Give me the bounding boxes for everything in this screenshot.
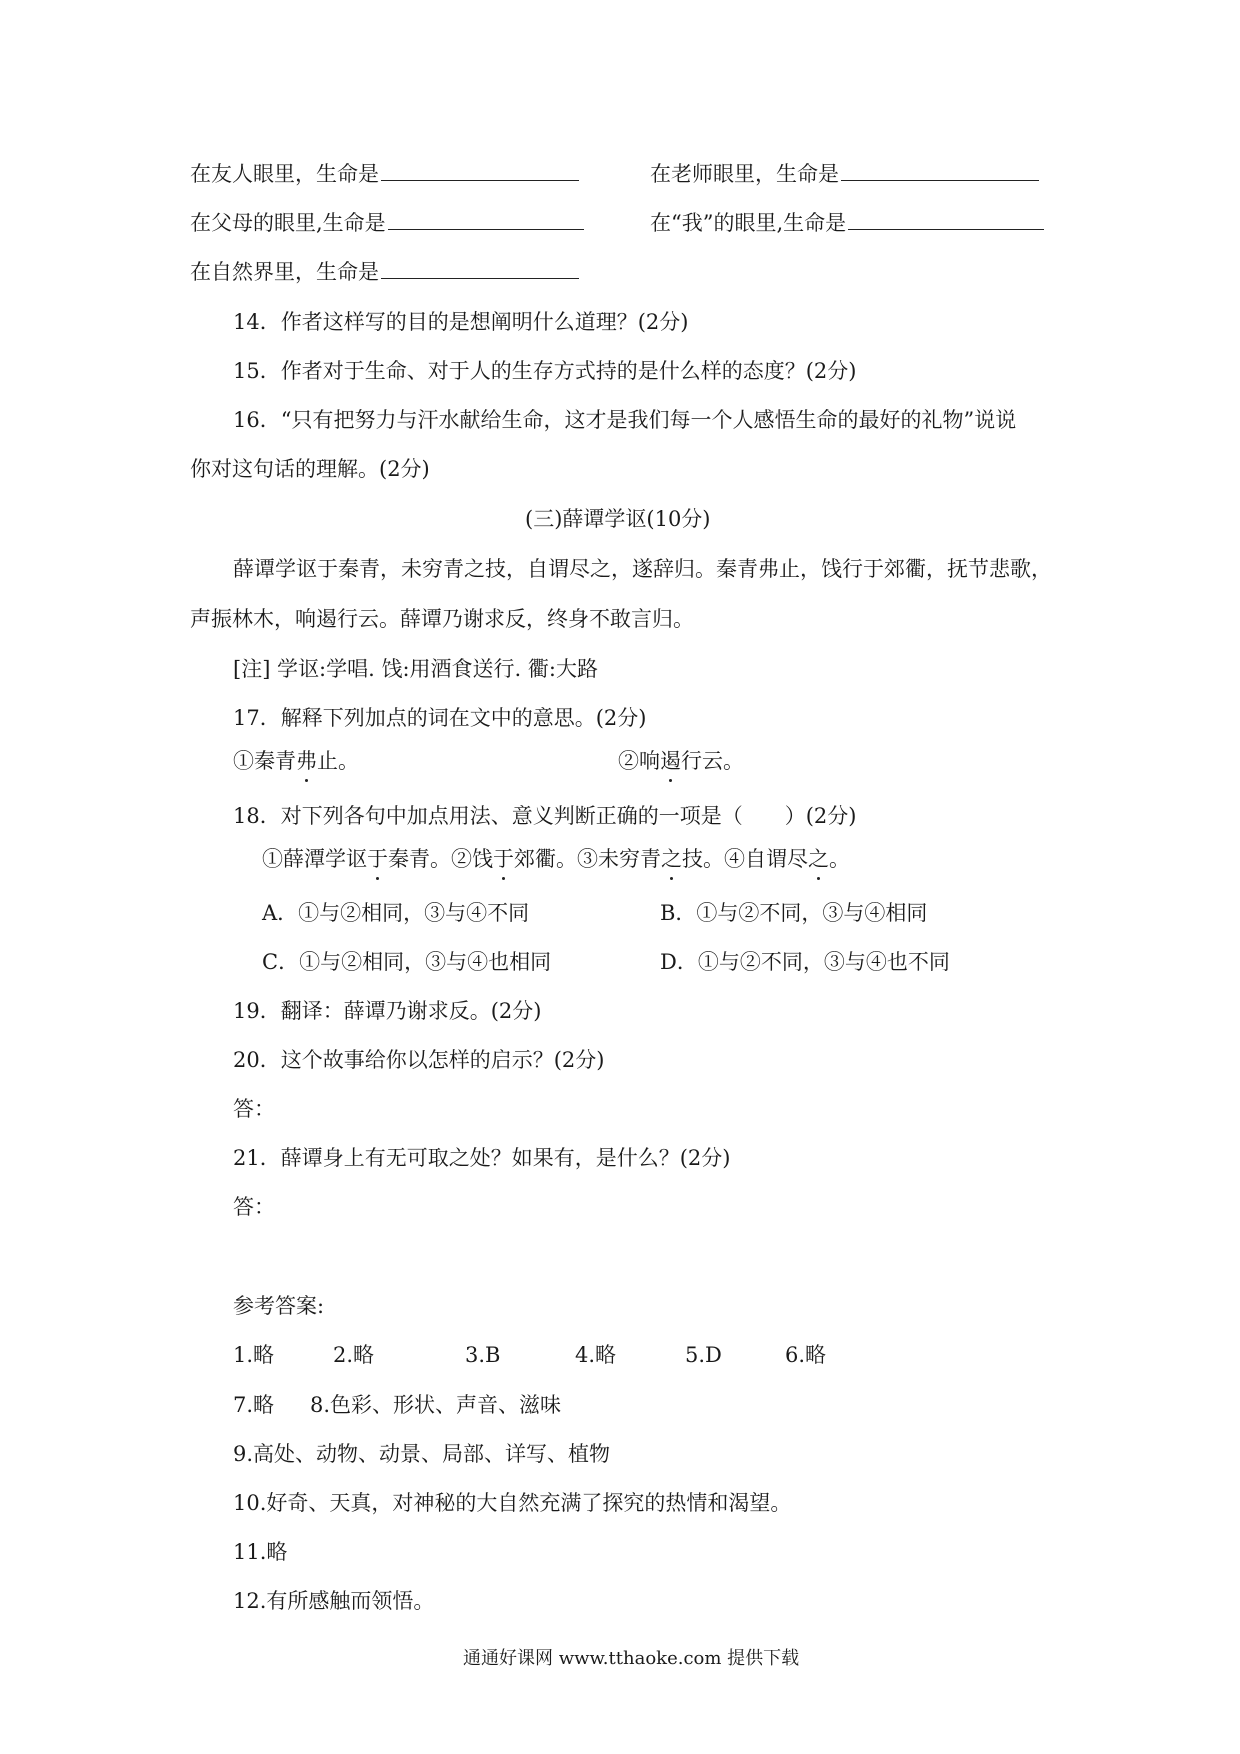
answer-3: 3.B xyxy=(465,1343,501,1367)
question-16: 16．“只有把努力与汗水献给生命，这才是我们每一个人感悟生命的最好的礼物”说说 xyxy=(233,408,1017,432)
answer-11: 11.略 xyxy=(233,1540,288,1564)
fill-in-label: 在“我”的眼里,生命是 xyxy=(650,211,847,235)
question-18: 18．对下列各句中加点用法、意义判断正确的一项是（ ）(2分) xyxy=(233,804,857,828)
fill-in-parents xyxy=(190,209,584,237)
question-20: 20．这个故事给你以怎样的启示？(2分) xyxy=(233,1048,605,1072)
dotted-char: 于 xyxy=(367,847,388,871)
answer-4: 4.略 xyxy=(575,1343,617,1367)
fill-in-label: 在父母的眼里,生命是 xyxy=(190,211,386,235)
option-c[interactable]: C．①与②相同，③与④也相同 xyxy=(262,950,552,974)
footer-credit: 通通好课网 www.tthaoke.com 提供下载 xyxy=(463,1648,800,1669)
fill-in-label: 在老师眼里，生命是 xyxy=(650,162,839,186)
answer-blank[interactable] xyxy=(388,209,584,230)
passage-line: 声振林木，响遏行云。薛谭乃谢求反，终身不敢言归。 xyxy=(190,607,694,631)
dotted-char: 遏 xyxy=(660,749,681,773)
fill-in-label: 在自然界里，生命是 xyxy=(190,260,379,284)
answer-9: 9.高处、动物、动景、局部、详写、植物 xyxy=(233,1442,611,1466)
q21-answer-label: 答： xyxy=(233,1195,275,1219)
fill-in-friend xyxy=(190,160,579,188)
answer-7: 7.略 xyxy=(233,1393,275,1417)
passage-line: 薛谭学讴于秦青，未穷青之技，自谓尽之，遂辞归。秦青弗止，饯行于郊衢，抚节悲歌， xyxy=(233,557,1052,581)
answer-1: 1.略 xyxy=(233,1343,275,1367)
passage-note: [注] 学讴:学唱. 饯:用酒食送行. 衢:大路 xyxy=(233,657,598,681)
answer-10: 10.好奇、天真，对神秘的大自然充满了探究的热情和渴望。 xyxy=(233,1491,792,1515)
option-b[interactable]: B．①与②不同，③与④相同 xyxy=(660,901,928,925)
dotted-char: 之 xyxy=(808,847,829,871)
q20-answer-label: 答： xyxy=(233,1097,275,1121)
dotted-char: 于 xyxy=(493,847,514,871)
question-16-cont: 你对这句话的理解。(2分) xyxy=(190,457,430,481)
question-14: 14．作者这样写的目的是想阐明什么道理？(2分) xyxy=(233,310,689,334)
fill-in-nature xyxy=(190,258,579,286)
fill-in-label: 在友人眼里，生命是 xyxy=(190,162,379,186)
q17-item-1: ①秦青弗止。 xyxy=(233,749,359,773)
question-21: 21．薛谭身上有无可取之处？如果有，是什么？(2分) xyxy=(233,1146,731,1170)
option-d[interactable]: D．①与②不同，③与④也不同 xyxy=(660,950,950,974)
question-19: 19．翻译：薛谭乃谢求反。(2分) xyxy=(233,999,542,1023)
answer-blank[interactable] xyxy=(848,209,1044,230)
section-title: (三)薛谭学讴(10分) xyxy=(525,507,711,531)
fill-in-teacher xyxy=(650,160,1039,188)
answer-blank[interactable] xyxy=(381,160,579,181)
dotted-char: 之 xyxy=(661,847,682,871)
question-17: 17．解释下列加点的词在文中的意思。(2分) xyxy=(233,706,647,730)
answer-blank[interactable] xyxy=(381,258,579,279)
answer-blank[interactable] xyxy=(841,160,1039,181)
dotted-char: 弗 xyxy=(296,749,317,773)
q18-sentences: ①薛潭学讴于秦青。②饯于郊衢。③未穷青之技。④自谓尽之。 xyxy=(262,847,850,871)
answer-12: 12.有所感触而领悟。 xyxy=(233,1589,435,1613)
answer-8: 8.色彩、形状、声音、滋味 xyxy=(310,1393,562,1417)
answer-5: 5.D xyxy=(685,1343,722,1367)
answer-2: 2.略 xyxy=(333,1343,375,1367)
question-15: 15．作者对于生命、对于人的生存方式持的是什么样的态度？(2分) xyxy=(233,359,857,383)
answers-title: 参考答案: xyxy=(233,1294,325,1318)
q17-item-2: ②响遏行云。 xyxy=(618,749,744,773)
option-a[interactable]: A．①与②相同，③与④不同 xyxy=(262,901,530,925)
answer-6: 6.略 xyxy=(785,1343,827,1367)
fill-in-me xyxy=(650,209,1044,237)
